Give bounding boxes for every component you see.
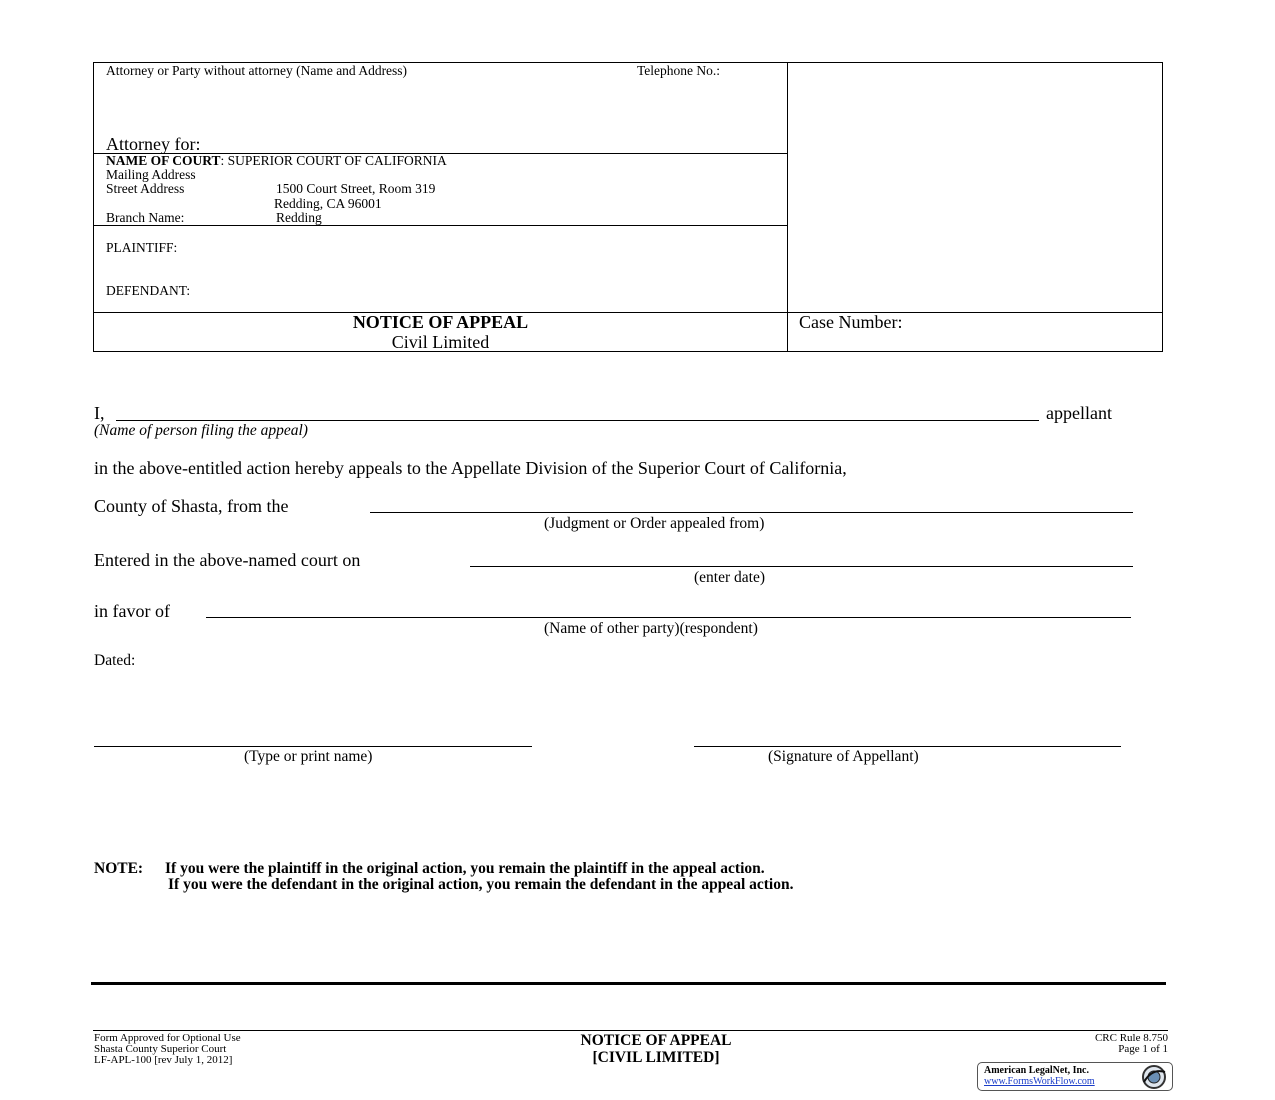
brand-url[interactable]: www.FormsWorkFlow.com (984, 1076, 1095, 1087)
form-subtitle: Civil Limited (391, 332, 490, 352)
note-line2: If you were the defendant in the original action, you remain the defendant in the appeal action. (168, 876, 794, 893)
footer-left-line3: LF-APL-100 [rev July 1, 2012] (94, 1054, 233, 1066)
judgment-blank[interactable] (370, 512, 1133, 513)
footer-rule-thick (91, 982, 1166, 985)
entered-date-blank[interactable] (470, 566, 1133, 567)
caption-vertical-divider (787, 62, 788, 352)
appellant-name-blank[interactable] (116, 420, 1039, 421)
plaintiff-label: PLAINTIFF: (106, 240, 178, 255)
footer-page-number: Page 1 of 1 (1118, 1043, 1168, 1055)
court-name-value: : SUPERIOR COURT OF CALIFORNIA (220, 153, 447, 168)
attorney-for-label: Attorney for: (106, 134, 201, 154)
footer-subtitle: [CIVIL LIMITED] (592, 1049, 720, 1066)
brand-name: American LegalNet, Inc. (984, 1065, 1089, 1076)
court-name-label: NAME OF COURT (106, 153, 221, 168)
street-address-line1: 1500 Court Street, Room 319 (276, 181, 436, 196)
defendant-label: DEFENDANT: (106, 283, 191, 298)
note-label: NOTE: (94, 860, 144, 877)
respondent-blank[interactable] (206, 617, 1131, 618)
date-hint: (enter date) (694, 569, 765, 586)
signature-blank[interactable] (694, 746, 1121, 747)
name-hint: (Name of person filing the appeal) (94, 422, 308, 439)
appellant-suffix: appellant (1046, 403, 1112, 423)
favor-prefix: in favor of (94, 601, 170, 621)
mailing-address-label: Mailing Address (106, 167, 196, 182)
footer-left-line1: Form Approved for Optional Use (94, 1032, 241, 1044)
judgment-hint: (Judgment or Order appealed from) (544, 515, 765, 532)
telephone-label: Telephone No.: (637, 63, 721, 78)
note-line1: If you were the plaintiff in the original action, you remain the plaintiff in the appeal action. (165, 860, 765, 877)
attorney-label: Attorney or Party without attorney (Name and Address) (106, 63, 408, 78)
dated-label: Dated: (94, 652, 136, 669)
signature-hint: (Signature of Appellant) (768, 748, 919, 765)
case-number-label: Case Number: (799, 312, 903, 332)
street-address-label: Street Address (106, 181, 185, 196)
branch-name-label: Branch Name: (106, 210, 185, 225)
brand-badge[interactable] (977, 1062, 1173, 1091)
divider-court-parties (93, 225, 788, 226)
entered-prefix: Entered in the above-named court on (94, 550, 361, 570)
print-name-blank[interactable] (94, 746, 532, 747)
i-prefix: I, (94, 403, 105, 423)
form-title: NOTICE OF APPEAL (352, 312, 529, 332)
street-address-line2: Redding, CA 96001 (274, 196, 382, 211)
footer-left-line2: Shasta County Superior Court (94, 1043, 227, 1055)
appeal-line: in the above-entitled action hereby appeals to the Appellate Division of the Superior Court of California, (94, 458, 847, 478)
globe-icon (1138, 1064, 1168, 1090)
footer-rule-number: CRC Rule 8.750 (1094, 1032, 1168, 1044)
caption-box (93, 62, 1163, 352)
branch-name-value: Redding (276, 210, 322, 225)
party-hint: (Name of other party)(respondent) (544, 620, 758, 637)
footer-rule-thin (93, 1030, 1168, 1031)
print-name-hint: (Type or print name) (244, 748, 373, 765)
footer-center (506, 1032, 806, 1066)
form-title-block (93, 312, 788, 352)
footer-title: NOTICE OF APPEAL (580, 1032, 732, 1049)
county-prefix: County of Shasta, from the (94, 496, 289, 516)
